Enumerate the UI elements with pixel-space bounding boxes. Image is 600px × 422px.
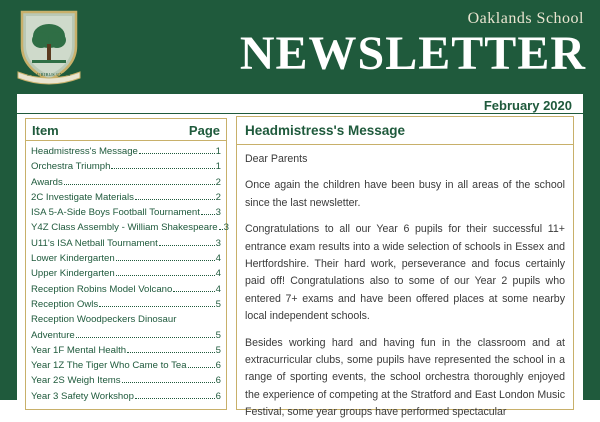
toc-entry-page: 6 <box>215 360 221 372</box>
toc-entry-page: 2 <box>215 191 221 203</box>
article-paragraph: Once again the children have been busy in all areas of the school since the last newsletter. <box>245 179 565 209</box>
toc-entry-title[interactable]: Year 3 Safety Workshop <box>31 390 134 402</box>
toc-entry[interactable] <box>31 251 221 266</box>
leader-dots <box>116 260 215 261</box>
toc-entry-title[interactable]: Year 2S Weigh Items <box>31 375 121 387</box>
crest-motto: E PLURIBUS UNUM <box>27 72 71 77</box>
leader-dots <box>111 168 214 169</box>
leader-dots <box>173 291 214 292</box>
toc-item-heading: Item <box>32 123 59 138</box>
toc-entry[interactable] <box>31 159 221 174</box>
leader-dots <box>201 214 215 215</box>
article-paragraph: Dear Parents <box>245 153 308 165</box>
toc-entry-title[interactable]: Awards <box>31 176 63 188</box>
toc-entry-page: 5 <box>215 298 221 310</box>
toc-entry[interactable] <box>31 343 221 358</box>
leader-dots <box>122 382 215 383</box>
toc-entry[interactable] <box>31 236 221 251</box>
article-paragraph: Congratulations to all our Year 6 pupils for their successful 11+ entrance exam results into a wide selection of schools in Essex and Hertfordshire. Their hard work, perseverance and focus certainly paid off! Congratulations also to some of our Year 2 pupils who entered 7+ exams and have been offered places at some nearby local independent schools. <box>245 223 565 323</box>
toc-entry[interactable] <box>31 389 221 404</box>
toc-list <box>26 141 229 404</box>
leader-dots <box>159 245 215 246</box>
toc-entry-title[interactable]: U11's ISA Netball Tournament <box>31 237 158 249</box>
toc-entry-title[interactable]: 2C Investigate Materials <box>31 191 134 203</box>
toc-entry-page: 5 <box>215 329 221 341</box>
leader-dots <box>116 275 215 276</box>
leader-dots <box>188 367 215 368</box>
toc-entry-title[interactable]: Reception Robins Model Volcano <box>31 283 173 295</box>
leader-dots <box>139 153 215 154</box>
toc-entry-page: 6 <box>215 390 221 402</box>
toc-entry-title[interactable]: Year 1Z The Tiger Who Came to Tea <box>31 360 187 372</box>
article-paragraph: Besides working hard and having fun in the classroom and at extracurricular clubs, some pupils have represented the school in a range of sporting events, the school orchestra thoroughly enjoyed the experience of competing at the Stratford and East London Music Festival, some year groups have performed spectacular <box>245 336 565 419</box>
toc-entry-title-line1[interactable]: Reception Woodpeckers Dinosaur <box>31 314 177 326</box>
headmistress-message-article <box>236 116 574 419</box>
issue-date: February 2020 <box>483 98 572 113</box>
toc-entry[interactable] <box>31 220 229 235</box>
toc-entry-page: 4 <box>215 253 221 265</box>
leader-dots <box>135 199 215 200</box>
toc-entry-page: 3 <box>215 207 221 219</box>
header-divider <box>17 113 583 114</box>
table-of-contents <box>25 118 227 410</box>
toc-entry-title[interactable]: Lower Kindergarten <box>31 253 115 265</box>
toc-entry-title[interactable]: Y4Z Class Assembly - William Shakespeare <box>31 222 218 234</box>
toc-entry[interactable] <box>31 297 221 312</box>
toc-entry-title[interactable]: Orchestra Triumph <box>31 161 111 173</box>
newsletter-title: NEWSLETTER <box>239 27 586 80</box>
leader-dots <box>219 229 223 230</box>
article-heading: Headmistress's Message <box>237 117 573 145</box>
toc-page-heading: Page <box>188 123 220 138</box>
leader-dots <box>135 398 215 399</box>
toc-entry[interactable] <box>31 266 221 281</box>
toc-entry-title[interactable]: ISA 5-A-Side Boys Football Tournament <box>31 207 200 219</box>
toc-entry-title-line2[interactable]: Adventure <box>31 329 75 341</box>
toc-entry-title[interactable]: Upper Kindergarten <box>31 268 115 280</box>
toc-entry-page: 1 <box>215 146 221 157</box>
toc-entry[interactable] <box>31 175 221 190</box>
toc-entry[interactable] <box>31 190 221 205</box>
toc-entry-title[interactable]: Year 1F Mental Health <box>31 344 127 356</box>
toc-entry-title[interactable]: Reception Owls <box>31 298 99 310</box>
toc-entry-page: 5 <box>215 344 221 356</box>
toc-entry[interactable] <box>31 205 221 220</box>
toc-entry[interactable] <box>31 373 221 388</box>
toc-entry-page: 4 <box>215 283 221 295</box>
leader-dots <box>76 337 215 338</box>
toc-entry[interactable] <box>31 282 221 297</box>
toc-entry[interactable] <box>31 312 221 343</box>
article-body <box>237 145 573 422</box>
toc-entry-page: 1 <box>215 161 221 173</box>
toc-entry-page: 2 <box>215 176 221 188</box>
leader-dots <box>99 306 214 307</box>
school-name: Oaklands School <box>467 10 584 27</box>
leader-dots <box>64 184 215 185</box>
toc-entry-page: 6 <box>215 375 221 387</box>
toc-entry-page: 3 <box>223 222 229 234</box>
toc-entry-title[interactable]: Headmistress's Message <box>31 146 138 157</box>
toc-entry-page: 4 <box>215 268 221 280</box>
toc-header <box>26 119 226 141</box>
toc-entry-page: 3 <box>215 237 221 249</box>
toc-entry[interactable] <box>31 144 221 159</box>
toc-entry[interactable] <box>31 358 221 373</box>
leader-dots <box>127 352 215 353</box>
